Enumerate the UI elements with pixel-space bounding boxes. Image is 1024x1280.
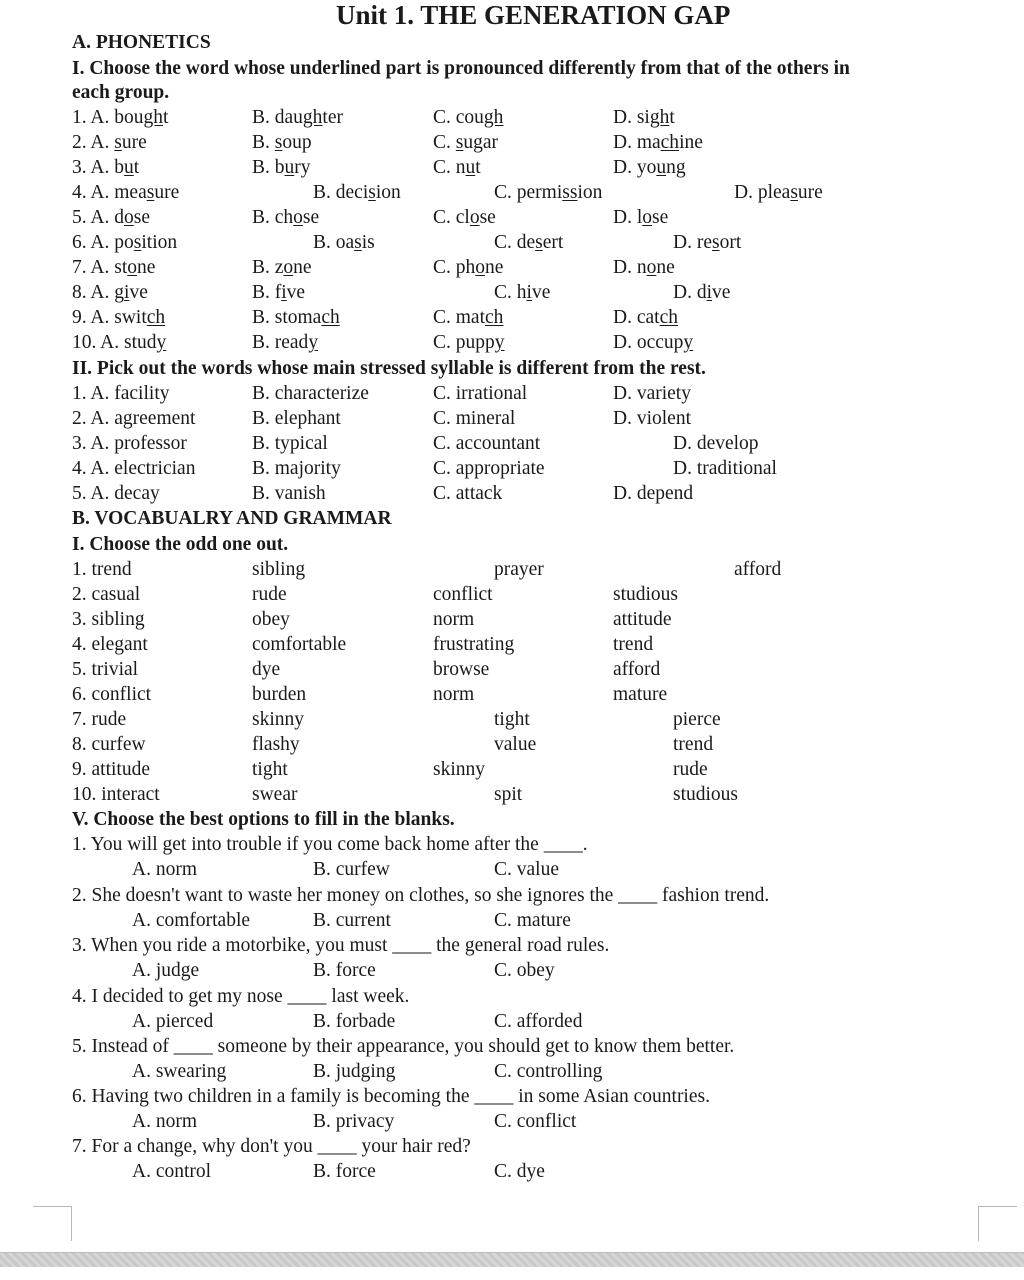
pron-option: D. pleasure <box>734 182 823 203</box>
pron-option: C. cough <box>433 107 504 128</box>
odd-word: studious <box>613 584 679 605</box>
pron-option: 9. A. switch <box>72 307 166 328</box>
pron-option: B. daughter <box>252 107 343 128</box>
blank-question: 7. For a change, why don't you ____ your hair red? <box>72 1136 471 1157</box>
pron-option: B. chose <box>252 207 320 228</box>
section-vocabulary: B. VOCABUALRY AND GRAMMAR <box>72 508 392 529</box>
task-stress: II. Pick out the words whose main stressed syllable is different from the rest. <box>72 358 706 379</box>
stress-option: D. develop <box>673 433 759 454</box>
blank-option: C. value <box>494 859 559 880</box>
blank-option: A. norm <box>132 1111 197 1132</box>
pron-option: B. bury <box>252 157 311 178</box>
odd-word: 8. curfew <box>72 734 146 755</box>
odd-word: 10. interact <box>72 784 160 805</box>
blank-option: B. curfew <box>313 859 390 880</box>
pron-option: B. zone <box>252 257 312 278</box>
odd-word: value <box>494 734 537 755</box>
blank-option: B. current <box>313 910 391 931</box>
blank-option: B. judging <box>313 1061 396 1082</box>
task-odd-one-out: I. Choose the odd one out. <box>72 534 289 555</box>
stress-option: 2. A. agreement <box>72 408 196 429</box>
odd-word: tight <box>494 709 530 730</box>
blank-option: C. afforded <box>494 1011 583 1032</box>
odd-word: 4. elegant <box>72 634 148 655</box>
stress-option: 5. A. decay <box>72 483 160 504</box>
pron-option: 2. A. sure <box>72 132 147 153</box>
pron-option: 3. A. but <box>72 157 140 178</box>
stress-option: C. mineral <box>433 408 516 429</box>
pron-option: 6. A. position <box>72 232 178 253</box>
pron-option: B. stomach <box>252 307 340 328</box>
stress-option: C. accountant <box>433 433 541 454</box>
pron-option: C. phone <box>433 257 504 278</box>
odd-word: attitude <box>613 609 672 630</box>
pron-option: D. young <box>613 157 686 178</box>
odd-word: spit <box>494 784 523 805</box>
pron-option: 7. A. stone <box>72 257 156 278</box>
odd-word: dye <box>252 659 281 680</box>
odd-word: pierce <box>673 709 721 730</box>
odd-word: conflict <box>433 584 493 605</box>
odd-word: rude <box>252 584 287 605</box>
odd-word: frustrating <box>433 634 515 655</box>
stress-option: D. violent <box>613 408 691 429</box>
blank-option: A. pierced <box>132 1011 214 1032</box>
blank-option: A. judge <box>132 960 200 981</box>
stress-option: D. traditional <box>673 458 777 479</box>
odd-word: norm <box>433 684 475 705</box>
odd-word: 3. sibling <box>72 609 145 630</box>
odd-word: 9. attitude <box>72 759 150 780</box>
blank-question: 1. You will get into trouble if you come back home after the ____. <box>72 834 588 855</box>
pron-option: D. none <box>613 257 675 278</box>
odd-word: sibling <box>252 559 306 580</box>
blank-option: B. force <box>313 1161 376 1182</box>
pron-option: C. desert <box>494 232 564 253</box>
blank-question: 6. Having two children in a family is becoming the ____ in some Asian countries. <box>72 1086 710 1107</box>
blank-option: B. privacy <box>313 1111 395 1132</box>
page-title: Unit 1. THE GENERATION GAP <box>336 0 731 30</box>
stress-option: C. appropriate <box>433 458 545 479</box>
blank-question: 5. Instead of ____ someone by their appearance, you should get to know them better. <box>72 1036 735 1057</box>
task-pronunciation: I. Choose the word whose underlined part is pronounced differently from that of the others in <box>72 58 850 79</box>
odd-word: norm <box>433 609 475 630</box>
odd-word: flashy <box>252 734 300 755</box>
stress-option: D. depend <box>613 483 694 504</box>
pron-option: C. hive <box>494 282 551 303</box>
pron-option: 1. A. bought <box>72 107 169 128</box>
odd-word: trend <box>613 634 654 655</box>
odd-word: tight <box>252 759 288 780</box>
task-pronunciation-cont: each group. <box>72 82 170 103</box>
pron-option: 4. A. measure <box>72 182 180 203</box>
odd-word: rude <box>673 759 708 780</box>
pron-option: D. lose <box>613 207 669 228</box>
stress-option: B. characterize <box>252 383 369 404</box>
stress-option: 1. A. facility <box>72 383 170 404</box>
pron-option: 8. A. give <box>72 282 148 303</box>
blank-option: A. norm <box>132 859 197 880</box>
stress-option: D. variety <box>613 383 691 404</box>
blank-option: C. conflict <box>494 1111 577 1132</box>
stress-option: B. majority <box>252 458 341 479</box>
stress-option: B. vanish <box>252 483 326 504</box>
pron-option: D. dive <box>673 282 731 303</box>
pron-option: B. oasis <box>313 232 375 253</box>
odd-word: afford <box>613 659 661 680</box>
pron-option: D. machine <box>613 132 703 153</box>
blank-option: C. mature <box>494 910 571 931</box>
blank-option: B. force <box>313 960 376 981</box>
blank-option: B. forbade <box>313 1011 396 1032</box>
stress-option: B. typical <box>252 433 328 454</box>
odd-word: 7. rude <box>72 709 127 730</box>
stress-option: C. irrational <box>433 383 528 404</box>
pron-option: 10. A. study <box>72 332 167 353</box>
pron-option: C. close <box>433 207 496 228</box>
pron-option: B. ready <box>252 332 319 353</box>
pron-option: 5. A. dose <box>72 207 151 228</box>
odd-word: studious <box>673 784 739 805</box>
odd-word: 6. conflict <box>72 684 152 705</box>
pron-option: C. match <box>433 307 504 328</box>
odd-word: burden <box>252 684 307 705</box>
blank-question: 2. She doesn't want to waste her money on clothes, so she ignores the ____ fashion trend. <box>72 885 770 906</box>
page-corner-mark-right <box>978 1206 1017 1241</box>
pron-option: D. resort <box>673 232 742 253</box>
pron-option: C. sugar <box>433 132 499 153</box>
odd-word: afford <box>734 559 782 580</box>
pron-option: D. sight <box>613 107 675 128</box>
pron-option: C. permission <box>494 182 603 203</box>
section-phonetics: A. PHONETICS <box>72 32 211 53</box>
odd-word: mature <box>613 684 668 705</box>
pron-option: C. nut <box>433 157 481 178</box>
odd-word: prayer <box>494 559 544 580</box>
odd-word: 1. trend <box>72 559 132 580</box>
blank-question: 3. When you ride a motorbike, you must ____ the general road rules. <box>72 935 610 956</box>
odd-word: skinny <box>252 709 305 730</box>
odd-word: skinny <box>433 759 486 780</box>
blank-option: A. swearing <box>132 1061 227 1082</box>
odd-word: browse <box>433 659 490 680</box>
stress-option: 4. A. electrician <box>72 458 196 479</box>
odd-word: obey <box>252 609 290 630</box>
stress-option: 3. A. professor <box>72 433 187 454</box>
pron-option: B. decision <box>313 182 401 203</box>
pron-option: B. soup <box>252 132 312 153</box>
blank-option: C. obey <box>494 960 555 981</box>
page-corner-mark-left <box>33 1206 72 1241</box>
blank-question: 4. I decided to get my nose ____ last week. <box>72 986 410 1007</box>
blank-option: A. comfortable <box>132 910 251 931</box>
pron-option: B. five <box>252 282 306 303</box>
odd-word: 2. casual <box>72 584 141 605</box>
blank-option: C. dye <box>494 1161 545 1182</box>
pron-option: D. catch <box>613 307 678 328</box>
blank-option: A. control <box>132 1161 212 1182</box>
odd-word: swear <box>252 784 298 805</box>
page-scrollbar[interactable] <box>0 1252 1024 1267</box>
pron-option: C. puppy <box>433 332 505 353</box>
pron-option: D. occupy <box>613 332 694 353</box>
odd-word: comfortable <box>252 634 347 655</box>
stress-option: B. elephant <box>252 408 341 429</box>
stress-option: C. attack <box>433 483 503 504</box>
blank-option: C. controlling <box>494 1061 603 1082</box>
task-fill-blanks: V. Choose the best options to fill in the blanks. <box>72 809 455 830</box>
odd-word: trend <box>673 734 714 755</box>
odd-word: 5. trivial <box>72 659 139 680</box>
